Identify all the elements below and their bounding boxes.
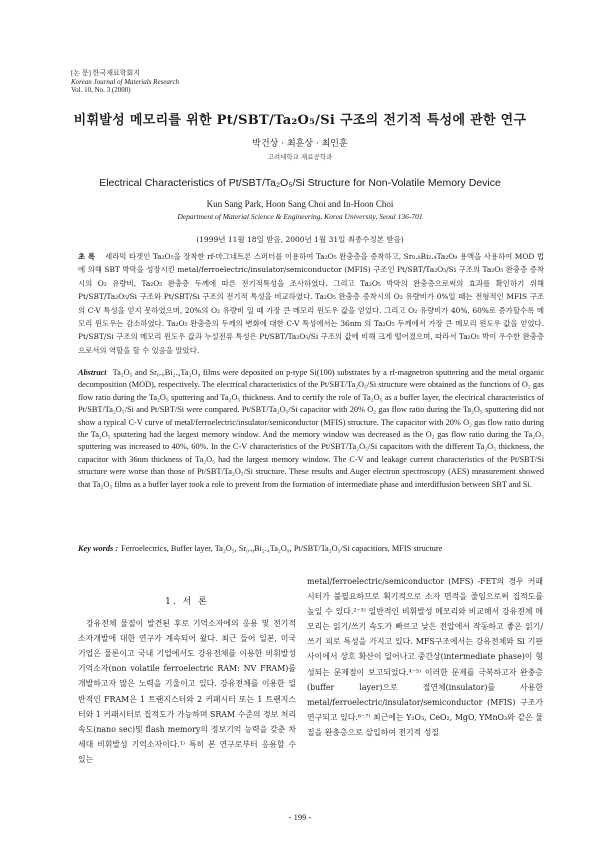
affiliation-english: Department of Material Science & Engineering, Korea University, Seoul 136-701: [177, 212, 423, 221]
keywords-label: Key words :: [78, 544, 119, 553]
keywords-text: Ferroelectrics, Buffer layer, Ta₂O₅, Sr₀.₈Bi₂.₄Ta₂O₉, Pt/SBT/Ta₂O₅/Si capacitiors, MFIS structure: [121, 544, 443, 553]
abstract-english: [78, 367, 544, 491]
journal-name-ko: [논 문] 한국재료학회지: [71, 69, 141, 77]
body-column-right: [307, 574, 543, 740]
body-column-left: [78, 595, 296, 767]
page-number: - 199 -: [288, 812, 312, 822]
received-dates: (1999년 11월 18일 받음, 2000년 1월 31일 최종수정본 받음): [196, 235, 404, 244]
introduction-paragraph-right: metal/ferroelectric/semiconductor (MFS) -FET의 경우 커패시터가 불필요하므로 획기적으로 소자 면적을 줄임으로써 집적도를 높일 수 있다.²⁻³⁾ 일반적인 비휘발성 메모리와 비교해서 강유전체 메모리는 읽기/쓰기 속도가 빠르고 낮은 전압에서 작동하고 좋은 읽기/쓰기 피로 특성을 가지고 있다. MFS구조에서는 강유전체와 Si 기판사이에서 상호 확산이 일어나고 중간상(intermediate phase)이 형성되는 문제점이 보고되었다.⁴⁻⁵⁾ 이러한 문제를 극복하고자 완충층(buffer layer)으로 절연체(insulator)를 사용한 metal/ferroelectric/insulator/semiconductor (MFIS) 구조가 연구되고 있다.⁶⁻⁷⁾ 최근에는 Y₂O₃, CeO₂, MgO, YMnO₃와 같은 물질을 완충층으로 삽입하여 전기적 성질: [307, 577, 543, 737]
abstract-korean: [78, 250, 544, 357]
journal-header: [71, 69, 179, 95]
abstract-korean-text: 세라믹 타겟인 Ta₂O₅을 장착한 rf-마그네트론 스퍼터를 이용하여 Ta₂O₅ 완충층을 증착하고, Sr₀.₈Bi₂.₄Ta₂O₉ 용액을 사용하여 MOD 법에 의해 SBT 박막을 성장시킨 metal/ferroelectric/insulator/semiconductor (MFIS) 구조인 Pt/SBT/Ta₂O₅/Si 구조의 Ta₂O₅ 완충층 증착시의 O₂ 유량비, Ta₂O₅ 완충층 두께에 따른 전기적특성을 조사하였다. 그리고 Ta₂O₅ 박막의 완충층으로써의 효과를 확인하기 위해 Pt/SBT/Ta₂O₅/Si 구조와 Pt/SBT/Si 구조의 전기적 특성을 비교하였다. Ta₂O₅ 완충층 증착시의 O₂ 유량비가 0%일 때는 전형적인 MFIS 구조의 C-V 특성을 얻지 못하였으며, 20%의 O₂ 유량비 일 때 가장 큰 메모리 윈도우 값을 얻었다. 그리고 O₂ 유량비가 40%, 60%로 증가할수록 메모리 윈도우는 감소하였다. Ta₂O₅ 완충층의 두께의 변화에 대한 C-V 특성에서는 36nm 의 Ta₂O₅ 두께에서 가장 큰 메모리 윈도우 값을 얻었다. Pt/SBT/Si 구조의 메모리 윈도우 값과 누설전류 특성은 Pt/SBT/Ta₂O₅/Si 구조의 값에 비해 크게 떨어졌으며, 따라서 Ta₂O₅ 박이 우수한 완충층으로서의 역할을 할 수 있음을 알았다.: [78, 252, 544, 355]
affiliation-korean: 고려대학교 재료공학과: [267, 153, 333, 161]
title-english: Electrical Characteristics of Pt/SBT/Ta₂O₅/Si Structure for Non-Volatile Memory Device: [99, 177, 501, 189]
section-heading-introduction: 1. 서 론: [165, 597, 209, 607]
introduction-paragraph-left: 강유전체 물질이 발견된 후로 기억소자에의 응용 및 전기적 소자개발에 대한 연구가 계속되어 왔다. 최근 들어 일본, 미국 기업은 물론이고 국내 기업에서도 강유전체를 이용한 비휘발성 기억소자(non volatile ferroelectric RAM: NV FRAM)를 개발하고자 많은 노력을 기울이고 있다. 강유전체를 이용한 일반적인 FRAM은 1 트랜지스터와 2 커패시터 또는 1 트랜지스터와 1 커패시터로 집적도가 가능하며 SRAM 수준의 정보 처리 속도(nano sec)및 flash memory의 정보기억 능력을 갖춘 차세대 비휘발성 기억소자이다.¹⁾ 특히 본 연구로부터 응용할 수 있는: [78, 619, 296, 764]
journal-name-en: Korean Journal of Materials Research: [71, 77, 179, 86]
title-korean: 비휘발성 메모리를 위한 Pt/SBT/Ta₂O₅/Si 구조의 전기적 특성에 관한 연구: [73, 113, 527, 128]
abstract-english-text: Ta₂O₅ and Sr₀.₈Bi₂.₄Ta₂O₉ films were deposited on p-type Si(100) substrates by a rf-magnetron sputtering and the metal organic decomposition (MOD), respectively. The electrical characteristics of the Pt/SBT/Ta₂O₅/Si structure were obtained as the functions of O₂ gas flow ratio during the Ta₂O₅ sputtering and Ta₂O₅ thickness. And to certify the role of Ta₂O₅ as a buffer layer, the electrical characteristics of Pt/SBT/Ta₂O₅/Si and Pt/SBT/Si were compared. Pt/SBT/Ta₂O₅/Si capacitor with 20% O₂ gas flow ratio during the Ta₂O₅ sputtering did not show a typical C-V curve of metal/ferroelectric/insulator/semiconductor (MFIS) structure. The capacitor with 20% O₂ gas flow ratio during the Ta₂O₅ sputtering had the largest memory window. And the memory window was decreased as the O₂ gas flow ratio during the Ta₂O₅ sputtering was increased to 40%, 60%. In the C-V characteristics of the Pt/SBT/Ta₂O₅/Si capacitors with the different Ta₂O₅ thickness, the capacitor with 36nm thickness of Ta₂O₅ had the largest memory window. The C-V and leakage current characteristics of the Pt/SBT/Si structure were worse than those of Pt/SBT/Ta₂O₅/Si structure. These results and Auger electron spectroscopy (AES) measurement showed that Ta₂O₅ films as a buffer layer took a role to prevent from the formation of intermediate phase and interdiffusion between SBT and Si.: [78, 368, 544, 489]
keywords: [78, 544, 548, 553]
abstract-korean-label: 초 록: [78, 252, 95, 261]
authors-english: Kun Sang Park, Hoon Sang Choi and In-Hoon Choi: [206, 199, 394, 209]
journal-volume: Vol. 10, No. 3 (2000): [71, 86, 131, 94]
authors-korean: 박건상 · 최훈상 · 최인훈: [252, 139, 348, 149]
abstract-english-label: Abstract: [78, 368, 107, 377]
